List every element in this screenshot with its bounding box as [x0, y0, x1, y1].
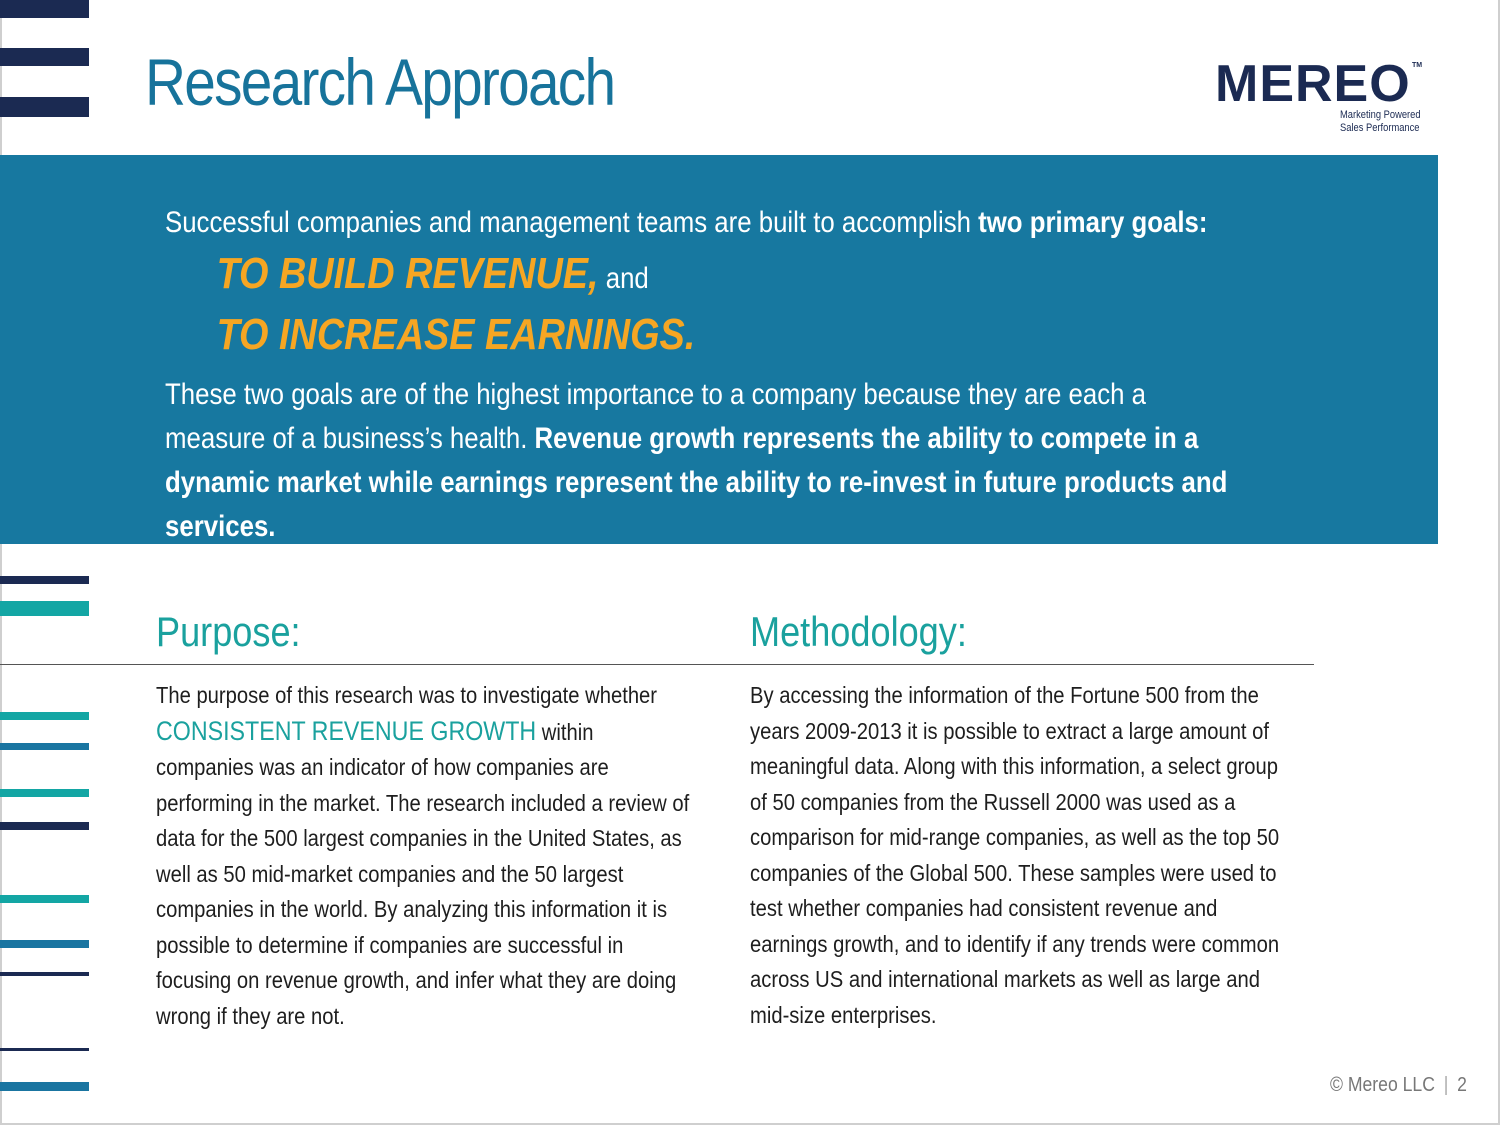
- purpose-text-after: within companies was an indicator of how companies are performing in the market. The research included a review of data for the 500 largest companies in the United States, as well as 50 mid-market companies and the 50 largest companies in the world. By analyzing this information it is possible to determine if companies are successful in focusing on revenue growth, and infer what they are doing wrong if they are not.: [156, 718, 690, 1029]
- page-number: 2: [1457, 1074, 1467, 1096]
- purpose-highlight: CONSISTENT REVENUE GROWTH: [156, 715, 537, 746]
- page-footer: [1330, 1074, 1467, 1097]
- stripe-navy: [0, 972, 89, 976]
- logo-tagline: [1340, 109, 1421, 135]
- goal-build-revenue-text: TO BUILD REVENUE,: [216, 249, 599, 298]
- stripe-teal: [0, 712, 89, 720]
- banner-content: [165, 200, 1240, 549]
- banner-intro-text: Successful companies and management teams are built to accomplish: [165, 206, 979, 239]
- stripe-navy: [0, 1048, 89, 1051]
- stripe-teal: [0, 895, 89, 903]
- banner-intro-bold: two primary goals:: [978, 206, 1208, 239]
- footer-copyright: © Mereo LLC: [1330, 1074, 1435, 1096]
- section-divider: [0, 664, 1314, 665]
- stripe-navy: [0, 0, 89, 18]
- purpose-text-before: The purpose of this research was to investigate whether: [156, 682, 658, 708]
- logo-tagline-line2: Sales Performance: [1340, 122, 1420, 134]
- banner-body: [165, 373, 1240, 549]
- stripe-navy: [0, 576, 89, 584]
- banner-intro: [165, 200, 1240, 246]
- mereo-logo: [1215, 55, 1430, 138]
- stripe-blue: [0, 1082, 89, 1091]
- stripe-teal: [0, 789, 89, 797]
- stripe-teal: [0, 601, 89, 616]
- banner-body-plain: These two goals are of the highest importance to a company because they are each a measure of a business’s health.: [165, 378, 1147, 455]
- logo-tagline-line1: Marketing Powered: [1340, 109, 1421, 121]
- logo-wordmark: MEREO: [1215, 55, 1411, 113]
- goal-and-text: and: [598, 262, 649, 295]
- stripe-navy: [0, 822, 89, 830]
- logo-trademark: TM: [1412, 62, 1423, 69]
- stripe-navy: [0, 97, 89, 117]
- purpose-heading: Purpose:: [156, 608, 301, 655]
- stripe-blue: [0, 940, 89, 948]
- purpose-text: [156, 678, 689, 1034]
- footer-separator: |: [1443, 1074, 1449, 1096]
- banner-body-bold: Revenue growth represents the ability to compete in a dynamic market while earnings represent the ability to re-invest in future products and services.: [165, 422, 1228, 543]
- methodology-text: By accessing the information of the Fortune 500 from the years 2009-2013 it is possible to extract a large amount of meaningful data. Along with this information, a select group of 50 companies from the Russell 2000 was used as a comparison for mid-range companies, as well as the top 50 companies of the Global 500. These samples were used to test whether companies had consistent revenue and earnings growth, and to identify if any trends were common across US and international markets as well as large and mid-size enterprises.: [750, 682, 1280, 1028]
- goal-build-revenue: [217, 246, 1240, 307]
- methodology-heading: Methodology:: [750, 608, 967, 655]
- stripe-blue: [0, 743, 89, 750]
- goal-increase-earnings: TO INCREASE EARNINGS.: [216, 310, 696, 359]
- stripe-navy: [0, 48, 89, 66]
- page-title: Research Approach: [145, 45, 615, 119]
